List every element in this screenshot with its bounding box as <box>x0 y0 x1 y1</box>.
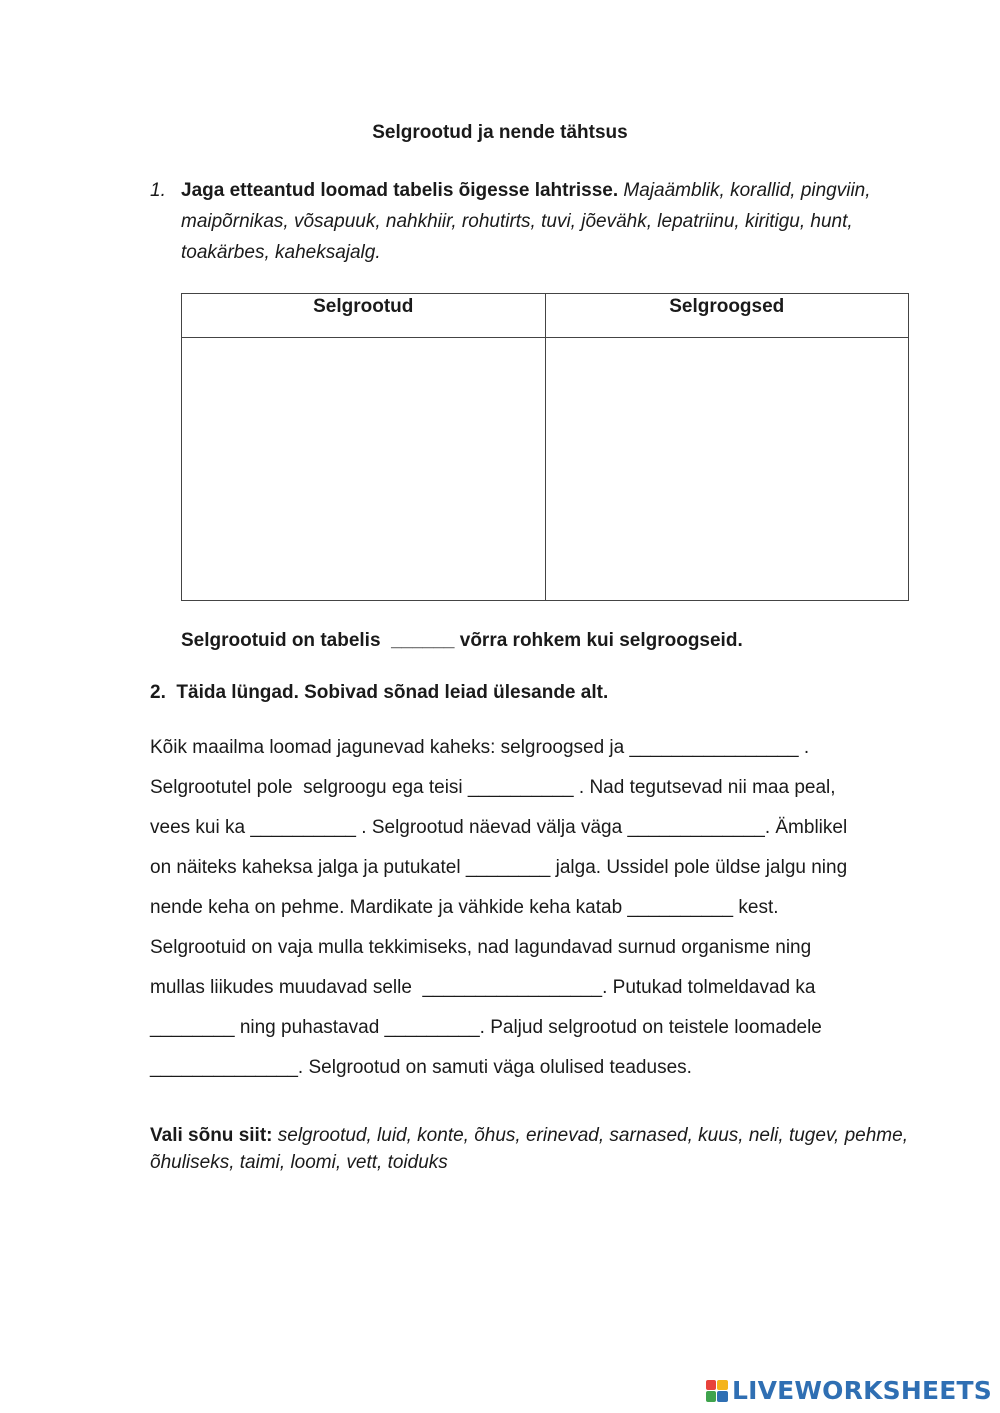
paragraph-line: Selgrootuid on vaja mulla tekkimiseks, nad lagundavad surnud organisme ning <box>150 937 812 958</box>
table-header-selgroogsed: Selgroogsed <box>545 294 909 338</box>
drop-cell-selgrootud[interactable] <box>182 338 546 601</box>
liveworksheets-logo-icon <box>706 1380 728 1402</box>
paragraph-line: nende keha on pehme. Mardikate ja vähkide keha katab __________ kest. <box>150 897 779 918</box>
paragraph-line: mullas liikudes muudavad selle _________________. Putukad tolmeldavad ka <box>150 977 816 998</box>
fill-in-paragraph <box>150 733 910 1093</box>
paragraph-line: ________ ning puhastavad _________. Paljud selgrootud on teistele loomadele <box>150 1017 822 1038</box>
paragraph-line: Selgrootutel pole selgroogu ega teisi __________ . Nad tegutsevad nii maa peal, <box>150 777 836 798</box>
word-bank-label: Vali sõnu siit: <box>150 1125 273 1146</box>
paragraph-line: Kõik maailma loomad jagunevad kaheks: selgroogsed ja ________________ . <box>150 737 810 758</box>
paragraph-line: on näiteks kaheksa jalga ja putukatel ________ jalga. Ussidel pole üldse jalgu ning <box>150 857 848 878</box>
drop-cell-selgroogsed[interactable] <box>545 338 909 601</box>
page-title: Selgrootud ja nende tähtsus <box>372 122 628 143</box>
question-1-animal-list: Majaämblik, korallid, pingviin, maipõrnikas, võsapuuk, nahkhiir, rohutirts, tuvi, jõevähk, lepatriinu, kiritigu, hunt, toakärbes, kaheksajalg. <box>181 180 871 263</box>
table-header-selgrootud: Selgrootud <box>182 294 546 338</box>
word-bank-words: selgrootud, luid, konte, õhus, erinevad, sarnased, kuus, neli, tugev, pehme, õhuliseks, taimi, loomi, vett, toiduks <box>150 1125 908 1173</box>
brand-name: LIVEWORKSHEETS <box>731 1376 992 1405</box>
sorting-table <box>181 293 909 601</box>
question-1-instruction: Jaga etteantud loomad tabelis õigesse lahtrisse. <box>181 180 619 201</box>
paragraph-line: vees kui ka __________ . Selgrootud näevad välja väga _____________. Ämblikel <box>150 817 848 838</box>
liveworksheets-brand <box>706 1376 992 1405</box>
paragraph-line: ______________. Selgrootud on samuti väga olulised teaduses. <box>150 1057 692 1078</box>
summary-sentence: Selgrootuid on tabelis ______ võrra rohkem kui selgroogseid. <box>181 630 743 651</box>
question-1 <box>150 175 880 268</box>
question-2-heading: 2. Täida lüngad. Sobivad sõnad leiad ülesande alt. <box>150 682 609 703</box>
word-bank <box>150 1122 910 1176</box>
question-1-number: 1. <box>150 180 166 201</box>
